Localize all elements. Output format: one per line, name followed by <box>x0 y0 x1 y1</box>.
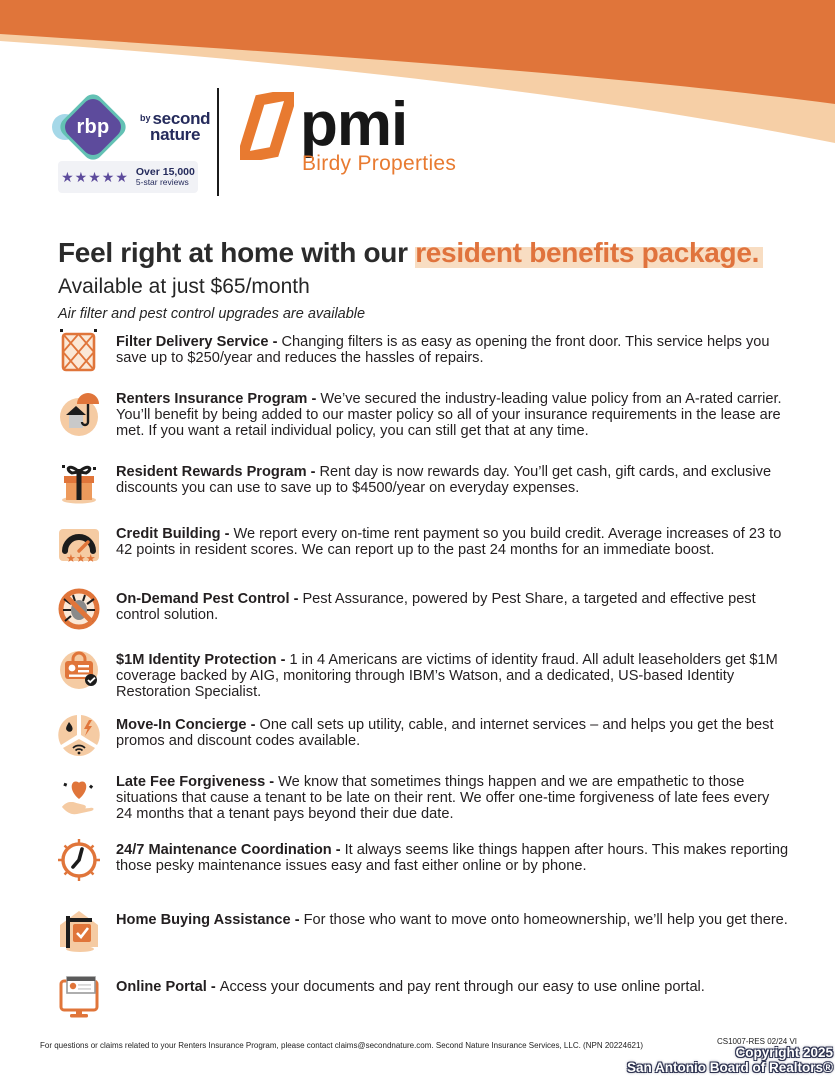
pmi-wordmark: pmi <box>300 90 408 159</box>
benefit-title: Late Fee Forgiveness - <box>116 774 275 790</box>
benefit-description: Rent day is now rewards day. You’ll get cash, gift cards, and exclusive discounts you can use to save up to $4500/year on everyday expenses. <box>116 464 772 497</box>
brand-line-1: second <box>152 109 211 128</box>
benefit-row <box>56 526 789 567</box>
identity-card-icon <box>56 647 104 693</box>
title-plain: Feel right at home with our <box>58 237 416 268</box>
benefit-text <box>116 912 789 928</box>
benefit-description: Access your documents and pay rent through our easy to use online portal. <box>219 979 705 995</box>
reviews-count: Over 15,000 <box>135 166 195 178</box>
brand-line-2: nature <box>150 125 201 144</box>
page-title <box>58 236 798 269</box>
pmi-subtitle: Birdy Properties <box>302 152 457 175</box>
benefit-text <box>116 526 789 558</box>
benefit-description: 1 in 4 Americans are victims of identity fraud. All adult leaseholders get $1M coverage backed by AIG, monitoring through IBM’s Watson, and a dedicated, US-based Identity Restoration Specialist. <box>116 652 778 701</box>
benefit-row <box>56 334 789 375</box>
benefit-description: It always seems like things happen after hours. This makes reporting those pesky maintenance issues easy and fast either online or by phone. <box>116 842 789 875</box>
benefit-text <box>116 464 789 496</box>
benefit-title: On-Demand Pest Control - <box>116 591 299 607</box>
online-portal-icon <box>56 974 104 1020</box>
copyright-line-1: Copyright 2025 <box>735 1045 833 1060</box>
reviews-label: 5-star reviews <box>135 177 189 187</box>
rbp-second-nature-logo <box>56 90 210 164</box>
benefit-text <box>116 591 789 623</box>
svg-text:★★★: ★★★ <box>66 553 96 565</box>
title-highlight: resident benefits package. <box>415 237 763 268</box>
benefit-title: Credit Building - <box>116 526 230 542</box>
by-label: by <box>140 113 151 123</box>
clock-icon <box>56 837 104 883</box>
benefit-row <box>56 652 789 701</box>
benefit-text <box>116 842 789 874</box>
five-stars-icon: ★★★★★ <box>61 169 129 185</box>
benefit-description: For those who want to move onto homeownership, we’ll help you get there. <box>303 912 788 928</box>
benefit-title: Move-In Concierge - <box>116 717 256 733</box>
upgrades-note: Air filter and pest control upgrades are available <box>58 306 366 322</box>
heart-in-hand-icon <box>56 769 104 815</box>
filter-delivery-icon <box>56 329 104 375</box>
copyright-line-2: San Antonio Board of Realtors® <box>627 1059 833 1075</box>
home-sign-icon <box>56 907 104 953</box>
rewards-gift-icon <box>56 459 104 505</box>
benefit-title: Online Portal - <box>116 979 216 995</box>
benefit-row <box>56 842 789 883</box>
credit-gauge-icon <box>56 521 104 567</box>
benefit-text <box>116 979 789 995</box>
reviews-badge <box>58 161 198 193</box>
utilities-concierge-icon <box>56 712 104 758</box>
benefit-description: One call sets up utility, cable, and internet services – and helps you get the best promos and discount codes available. <box>116 717 774 750</box>
benefit-text <box>116 774 789 823</box>
rbp-logo-icon <box>56 90 130 164</box>
benefit-row <box>56 912 789 953</box>
rbp-mark-text: rbp <box>76 115 110 138</box>
benefit-title: Filter Delivery Service - <box>116 334 278 350</box>
benefit-description: We’ve secured the industry-leading value policy from an A-rated carrier. You’ll benefit by being added to our master policy so all of your insurance requirements in the lease are met. If you want a retail individual policy, you can still get that at any time. <box>116 391 782 440</box>
benefit-title: 24/7 Maintenance Coordination - <box>116 842 341 858</box>
benefit-text <box>116 391 789 440</box>
benefit-row <box>56 979 789 1020</box>
benefit-description: We know that sometimes things happen and we are empathetic to those situations that cause a tenant to be late on their rent. We offer one-time forgiveness of late fees every 24 months that a tenant pays beyond their due date. <box>116 774 770 823</box>
copyright-watermark <box>627 1046 833 1075</box>
benefit-row <box>56 717 789 758</box>
insurance-disclaimer: For questions or claims related to your Renters Insurance Program, please contact claims@secondnature.com. Second Nature Insurance Services, LLC. (NPN 20224621) <box>40 1041 644 1050</box>
pmi-logo <box>240 92 456 176</box>
benefit-title: $1M Identity Protection - <box>116 652 286 668</box>
document-code: CS1007-RES 02/24 VI <box>716 1037 797 1046</box>
benefit-row <box>56 464 789 505</box>
no-pests-icon <box>56 586 104 632</box>
benefit-row <box>56 391 789 440</box>
benefit-text <box>116 652 789 701</box>
renters-insurance-icon <box>56 393 104 439</box>
pmi-flag-icon <box>240 92 294 160</box>
benefit-text <box>116 334 789 366</box>
benefit-description: Changing filters is as easy as opening the front door. This service helps you save up to $250/year and reduces the hassles of repairs. <box>116 334 770 367</box>
benefit-row <box>56 591 789 632</box>
benefit-title: Home Buying Assistance - <box>116 912 300 928</box>
benefit-row <box>56 774 789 823</box>
price-subtitle: Available at just $65/month <box>58 275 310 298</box>
benefit-description: We report every on-time rent payment so you build credit. Average increases of 23 to 42 points in resident scores. We can report up to the past 24 months for an immediate boost. <box>116 526 782 559</box>
benefit-description: Pest Assurance, powered by Pest Share, a targeted and effective pest control solution. <box>116 591 756 624</box>
benefit-text <box>116 717 789 749</box>
intro-section <box>58 236 798 322</box>
benefit-title: Resident Rewards Program - <box>116 464 316 480</box>
second-nature-wordmark <box>140 111 210 143</box>
benefit-title: Renters Insurance Program - <box>116 391 317 407</box>
logo-divider <box>217 88 219 196</box>
